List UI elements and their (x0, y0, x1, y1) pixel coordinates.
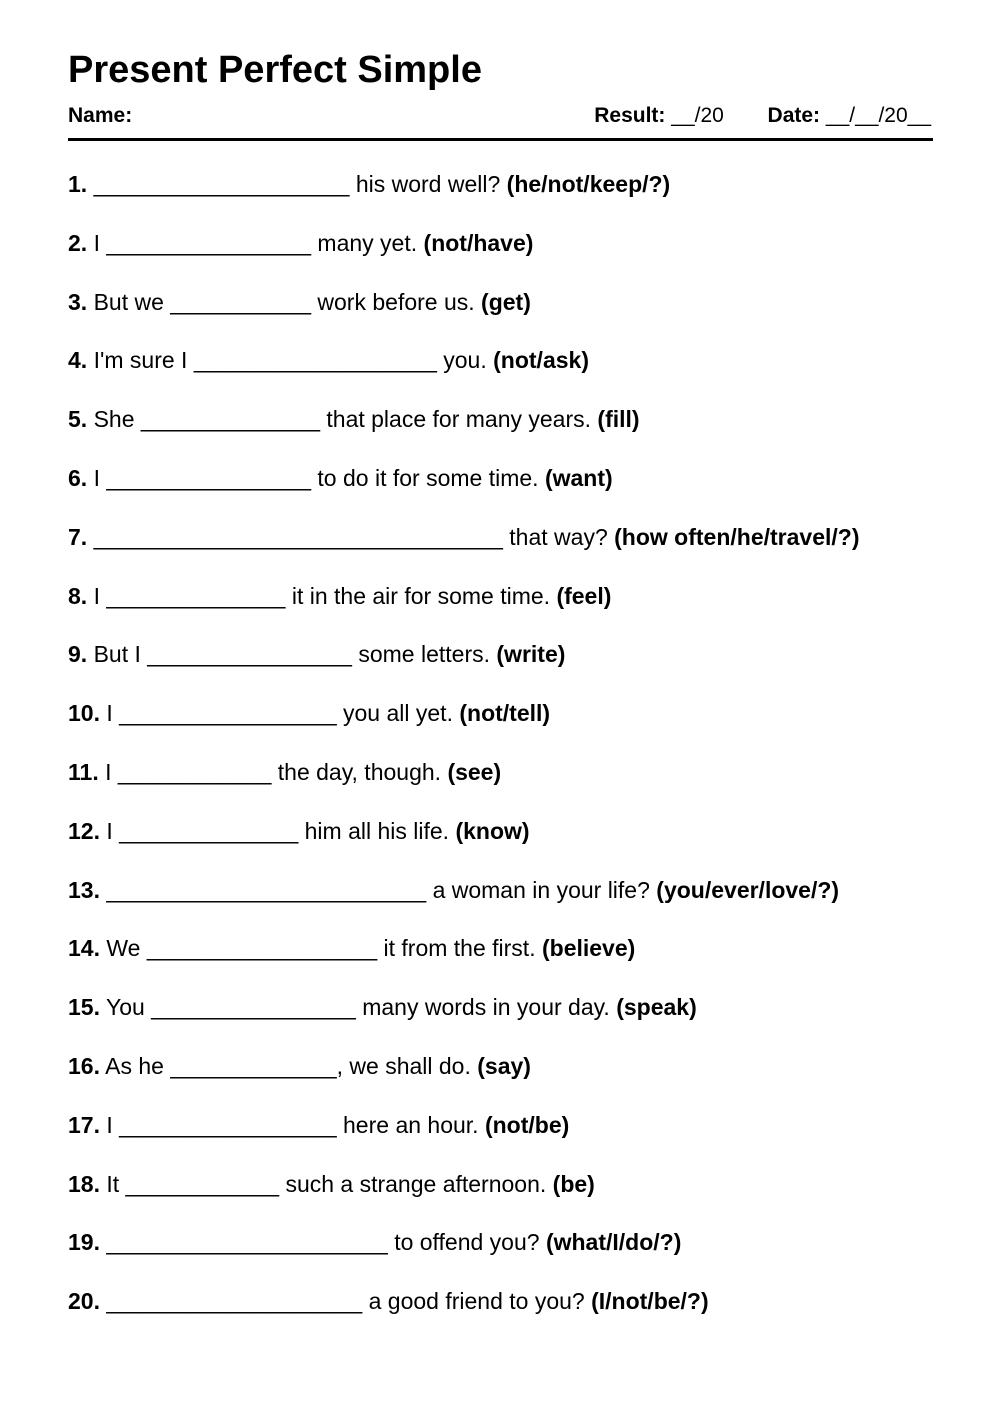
worksheet (68, 0, 933, 1414)
question-number: 4. (68, 347, 88, 374)
question-number: 11. (68, 759, 99, 785)
question-number: 2. (68, 229, 88, 256)
answer-blank[interactable]: ______________ (119, 817, 299, 844)
question-item (68, 286, 531, 318)
question-item (68, 932, 635, 964)
verb-hint: (say) (477, 1053, 531, 1079)
question-text-before: She (93, 406, 135, 433)
question-number: 9. (68, 641, 88, 668)
question-number: 6. (68, 465, 88, 491)
answer-blank[interactable]: __________________ (146, 935, 378, 962)
header-divider (68, 138, 933, 141)
verb-hint: (feel) (556, 582, 612, 609)
question-text-after: the day, though. (277, 759, 442, 785)
question-text-before: I (105, 759, 112, 785)
question-text-after: you all yet. (343, 700, 453, 727)
question-text-before: I (106, 700, 113, 727)
verb-hint: (not/have) (423, 229, 534, 256)
verb-hint: (speak) (616, 994, 697, 1021)
question-number: 14. (68, 935, 100, 962)
question-text-before: It (106, 1170, 120, 1197)
question-text-after: you. (443, 347, 487, 374)
answer-blank[interactable]: _________________ (119, 1111, 337, 1138)
answer-blank[interactable]: _____________, (170, 1053, 344, 1079)
question-text-after: it in the air for some time. (291, 582, 551, 609)
question-item (68, 521, 859, 553)
question-text-before: I (106, 817, 113, 844)
question-text-before: I (93, 465, 100, 491)
answer-blank[interactable]: ___________ (170, 288, 312, 315)
question-text-before: I (106, 1111, 113, 1138)
verb-hint: (know) (455, 817, 530, 844)
question-text-before: But I (93, 641, 141, 668)
question-item (68, 697, 550, 729)
verb-hint: (what/I/do/?) (545, 1229, 682, 1256)
verb-hint: (you/ever/love/?) (656, 876, 840, 903)
question-text-after: many yet. (317, 229, 418, 256)
answer-blank[interactable]: ____________ (125, 1170, 280, 1197)
question-item (68, 580, 611, 612)
question-item (68, 1050, 531, 1082)
answer-blank[interactable]: _________________________ (106, 876, 427, 903)
question-item (68, 168, 670, 200)
question-number: 10. (68, 700, 100, 727)
question-item (68, 991, 697, 1023)
header-result-date (594, 102, 931, 130)
verb-hint: (how often/he/travel/?) (614, 523, 860, 550)
result-label: Result: (594, 104, 666, 127)
question-item (68, 403, 640, 435)
question-text-after: work before us. (317, 288, 475, 315)
question-number: 8. (68, 582, 88, 609)
verb-hint: (not/tell) (459, 700, 551, 727)
verb-hint: (get) (481, 288, 531, 315)
question-text-after: that place for many years. (326, 406, 592, 433)
verb-hint: (I/not/be/?) (591, 1288, 709, 1315)
date-label: Date: (767, 104, 821, 127)
question-text-after: his word well? (355, 171, 501, 197)
question-text-before: I (93, 229, 100, 256)
question-number: 7. (68, 523, 88, 550)
question-item (68, 1109, 569, 1141)
question-item (68, 1285, 709, 1317)
question-item (68, 756, 501, 788)
question-number: 19. (68, 1229, 100, 1256)
verb-hint: (not/be) (484, 1111, 570, 1138)
question-number: 3. (68, 288, 88, 315)
answer-blank[interactable]: ______________ (140, 406, 320, 433)
answer-blank[interactable]: ____________________ (106, 1288, 363, 1315)
answer-blank[interactable]: ____________________ (93, 171, 350, 197)
question-text-after: it from the first. (383, 935, 536, 962)
name-label: Name: (68, 104, 133, 127)
answer-blank[interactable]: ________________ (106, 229, 312, 256)
question-item (68, 344, 589, 376)
answer-blank[interactable]: ________________ (151, 994, 356, 1021)
page-title: Present Perfect Simple (68, 49, 482, 91)
question-item (68, 1168, 595, 1200)
question-number: 17. (68, 1111, 100, 1138)
result-value: __/20 (671, 104, 724, 127)
answer-blank[interactable]: ____________ (117, 759, 272, 785)
answer-blank[interactable]: ________________ (147, 641, 352, 668)
question-item (68, 1226, 681, 1258)
question-number: 13. (68, 876, 100, 903)
answer-blank[interactable]: ______________ (106, 582, 286, 609)
question-number: 18. (68, 1170, 100, 1197)
question-text-after: to offend you? (394, 1229, 540, 1256)
verb-hint: (fill) (597, 406, 640, 433)
question-item (68, 815, 530, 847)
question-number: 5. (68, 406, 88, 433)
verb-hint: (be) (552, 1170, 595, 1197)
answer-blank[interactable]: ___________________ (193, 347, 437, 374)
question-text-after: we shall do. (349, 1053, 471, 1079)
verb-hint: (want) (544, 465, 613, 491)
question-text-before: As he (105, 1053, 164, 1079)
question-text-after: that way? (509, 523, 608, 550)
question-text-after: some letters. (358, 641, 490, 668)
answer-blank[interactable]: ________________ (106, 465, 312, 491)
question-text-after: him all his life. (304, 817, 450, 844)
question-number: 1. (68, 171, 88, 197)
question-text-after: a woman in your life? (432, 876, 650, 903)
question-number: 16. (68, 1053, 100, 1079)
question-text-before: But we (93, 288, 164, 315)
date-value: __/__/20__ (825, 104, 931, 127)
verb-hint: (not/ask) (493, 347, 589, 374)
answer-blank[interactable]: ________________________________ (93, 523, 503, 550)
question-text-after: a good friend to you? (368, 1288, 585, 1315)
verb-hint: (he/not/keep/?) (506, 171, 671, 197)
verb-hint: (see) (447, 759, 502, 785)
header-row (68, 102, 933, 130)
question-item (68, 638, 565, 670)
question-number: 20. (68, 1288, 100, 1315)
question-item (68, 227, 533, 259)
question-text-before: You (105, 994, 145, 1021)
question-text-after: to do it for some time. (317, 465, 539, 491)
question-text-after: here an hour. (343, 1111, 479, 1138)
question-item (68, 462, 613, 494)
question-text-after: many words in your day. (362, 994, 610, 1021)
question-number: 12. (68, 817, 100, 844)
question-text-before: I'm sure I (93, 347, 188, 374)
question-text-before: I (93, 582, 100, 609)
verb-hint: (write) (496, 641, 566, 668)
answer-blank[interactable]: ______________________ (106, 1229, 388, 1256)
question-item (68, 874, 839, 906)
question-text-after: such a strange afternoon. (285, 1170, 547, 1197)
verb-hint: (believe) (541, 935, 636, 962)
answer-blank[interactable]: _________________ (119, 700, 337, 727)
question-number: 15. (68, 994, 100, 1021)
question-text-before: We (106, 935, 141, 962)
